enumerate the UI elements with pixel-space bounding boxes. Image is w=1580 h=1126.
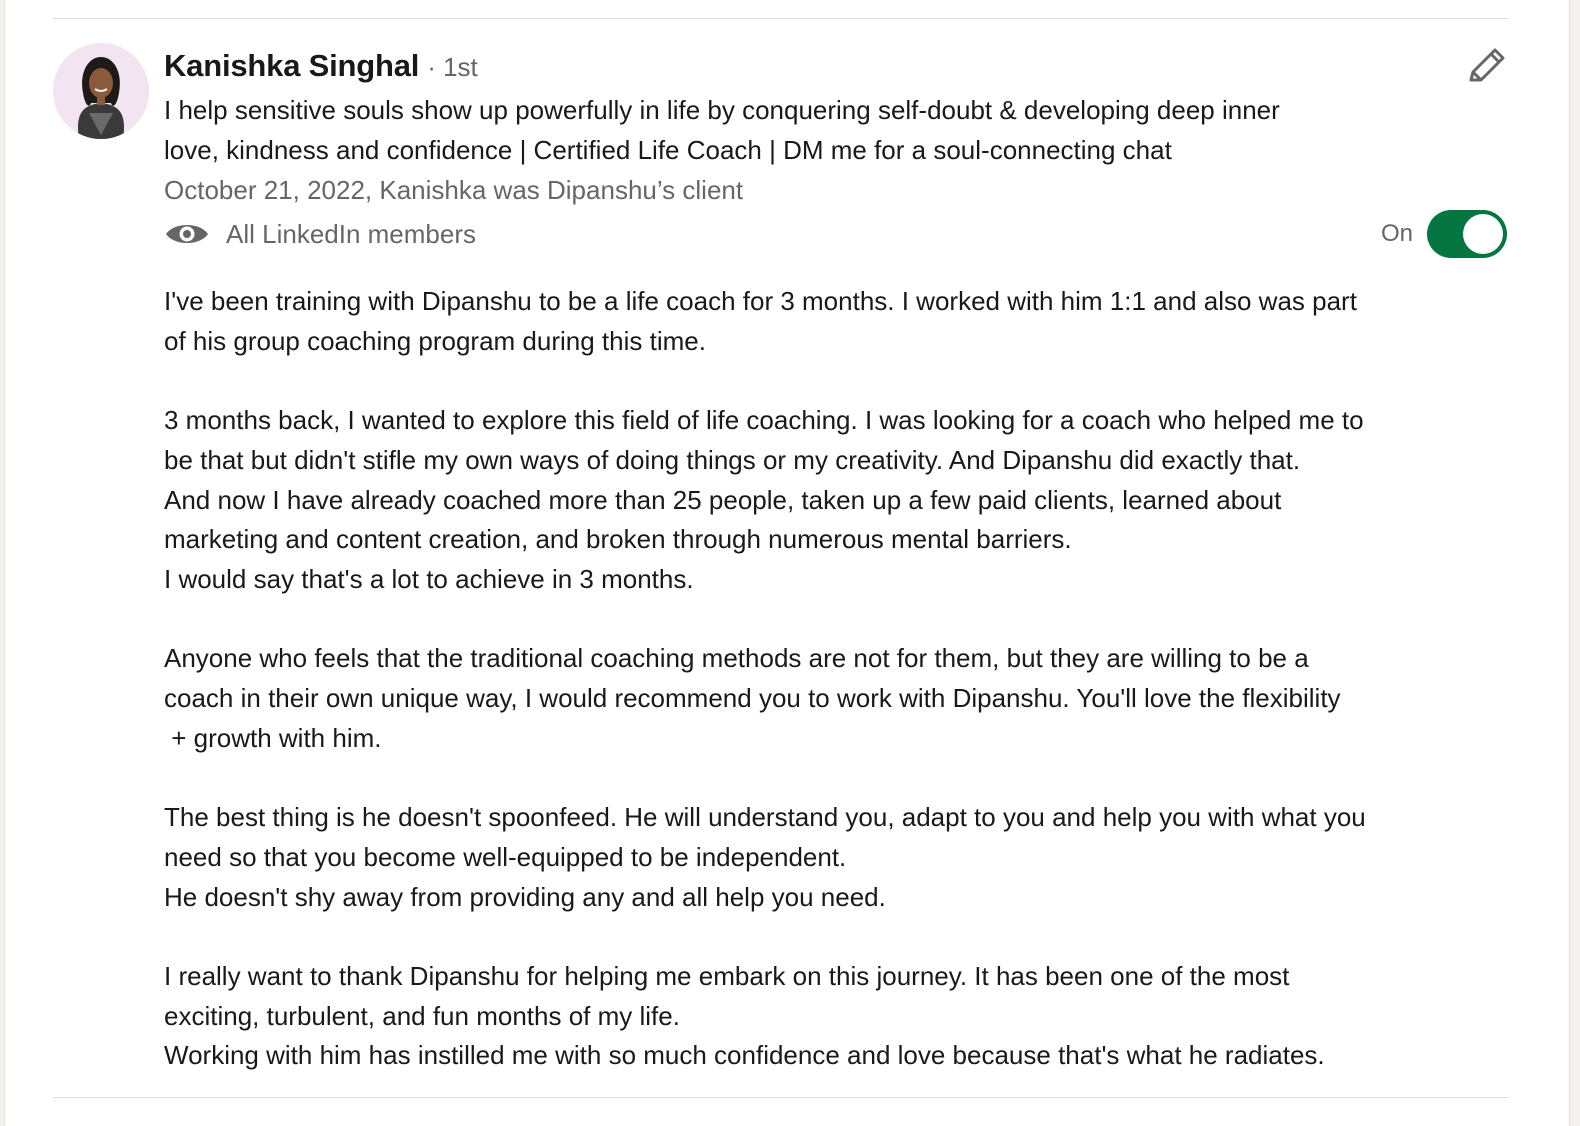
- connection-degree: · 1st: [427, 52, 478, 82]
- text-line: exciting, turbulent, and fun months of my life.: [164, 1000, 680, 1031]
- text-line: The best thing is he doesn't spoonfeed. He will understand you, adapt to you and help you with what you: [164, 802, 1366, 833]
- text-line: I've been training with Dipanshu to be a life coach for 3 months. I worked with him 1:1 and also was part: [164, 286, 1357, 316]
- text-line: coach in their own unique way, I would recommend you to work with Dipanshu. You'll love the flexibility: [164, 683, 1341, 713]
- edit-button[interactable]: [1461, 44, 1509, 92]
- visibility-label: All LinkedIn members: [226, 218, 476, 249]
- toggle-state-label: On: [1381, 220, 1414, 247]
- paragraph: [164, 282, 1509, 361]
- headline-line: love, kindness and confidence | Certified Life Coach | DM me for a soul-connecting chat: [164, 135, 1172, 165]
- text-line: He doesn't shy away from providing any and all help you need.: [164, 881, 886, 912]
- avatar-photo: [53, 43, 149, 139]
- pencil-icon: [1461, 44, 1509, 92]
- recommendation-meta: October 21, 2022, Kanishka was Dipanshu’s client: [164, 175, 744, 205]
- author-row: [164, 48, 1424, 86]
- visibility-toggle[interactable]: [1427, 210, 1507, 258]
- divider: [53, 1097, 1509, 1098]
- text-line: be that but didn't stifle my own ways of doing things or my creativity. And Dipanshu did exactly that.: [164, 444, 1301, 475]
- author-headline: [164, 90, 1424, 170]
- paragraph: [164, 401, 1509, 600]
- visibility-setting: [164, 214, 476, 254]
- text-line: I would say that's a lot to achieve in 3 months.: [164, 563, 694, 594]
- paragraph: [164, 639, 1509, 758]
- toggle-knob: [1463, 214, 1503, 254]
- text-line: marketing and content creation, and broken through numerous mental barriers.: [164, 524, 1072, 555]
- recommendation-header: [164, 48, 1424, 210]
- paragraph: [164, 957, 1509, 1076]
- text-line: need so that you become well-equipped to be independent.: [164, 841, 847, 872]
- text-line: Working with him has instilled me with so much confidence and love because that's what he radiates.: [164, 1040, 1325, 1071]
- text-line: of his group coaching program during this time.: [164, 325, 706, 356]
- recommendation-text: [164, 282, 1509, 1076]
- text-line: Anyone who feels that the traditional coaching methods are not for them, but they are willing to be a: [164, 643, 1309, 674]
- text-line: I really want to thank Dipanshu for helping me embark on this journey. It has been one of the most: [164, 960, 1290, 991]
- author-name[interactable]: Kanishka Singhal: [164, 48, 420, 83]
- paragraph: [164, 798, 1509, 917]
- text-line: 3 months back, I wanted to explore this field of life coaching. I was looking for a coach who helped me to: [164, 405, 1364, 436]
- divider: [53, 18, 1509, 19]
- text-line: + growth with him.: [164, 722, 382, 753]
- avatar[interactable]: [53, 43, 149, 139]
- visibility-toggle-group: [1381, 210, 1507, 258]
- eye-icon: [164, 214, 210, 254]
- headline-line: I help sensitive souls show up powerfully in life by conquering self-doubt & developing deep inner: [164, 95, 1280, 125]
- text-line: And now I have already coached more than 25 people, taken up a few paid clients, learned about: [164, 484, 1282, 515]
- recommendation-card: [4, 0, 1570, 1126]
